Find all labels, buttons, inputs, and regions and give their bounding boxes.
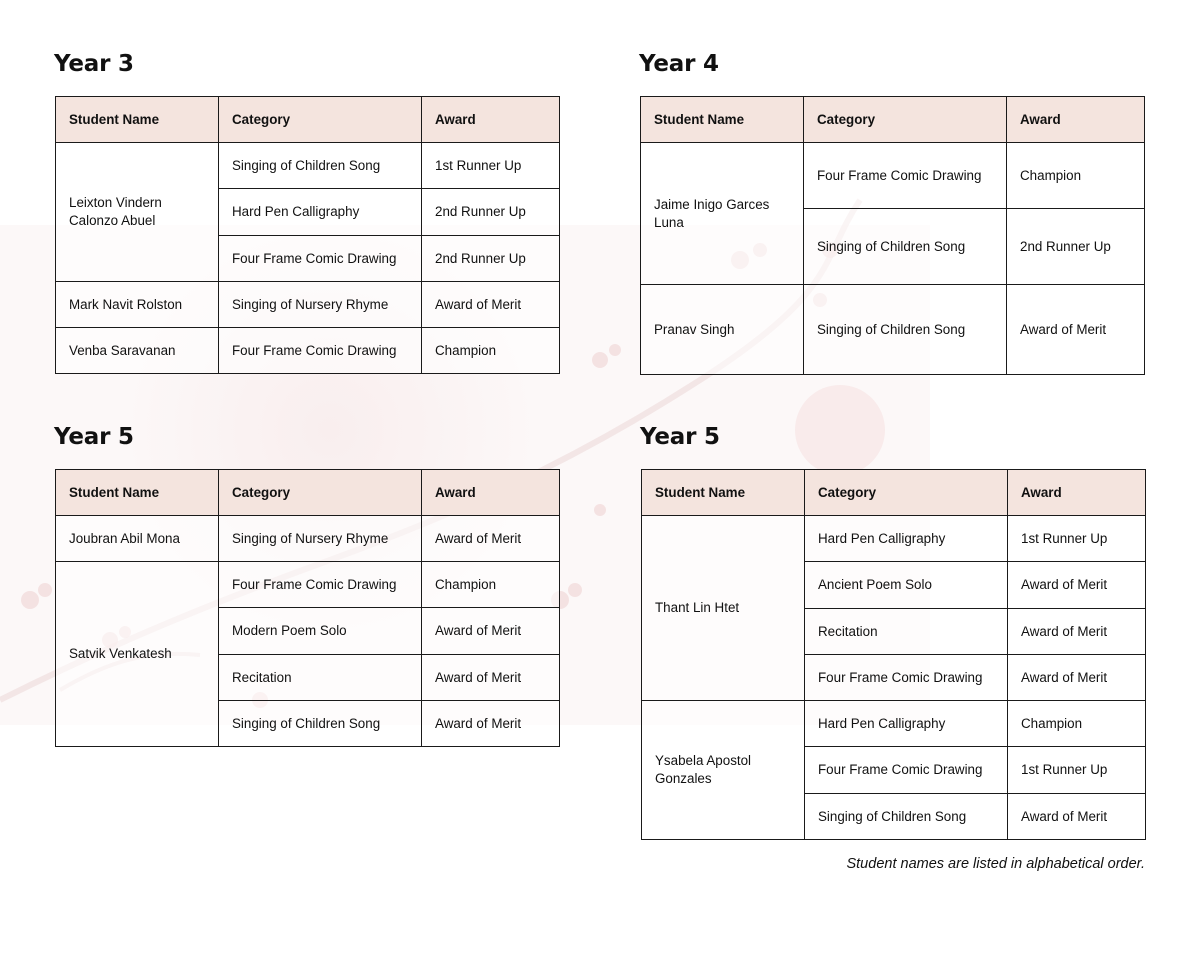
header-category: Category — [219, 470, 422, 516]
award-cell: Award of Merit — [422, 608, 560, 655]
award-cell: Award of Merit — [422, 282, 560, 328]
table-row — [641, 143, 1145, 209]
category-cell: Four Frame Comic Drawing — [219, 562, 422, 608]
category-cell: Hard Pen Calligraphy — [805, 516, 1008, 562]
student-name-cell: Ysabela Apostol Gonzales — [642, 701, 805, 840]
awards-table — [641, 469, 1146, 840]
table-row — [56, 516, 560, 562]
table-header-row — [642, 470, 1146, 516]
category-cell: Hard Pen Calligraphy — [219, 189, 422, 236]
year-5-section-right — [640, 424, 1108, 824]
table-row — [56, 562, 560, 608]
student-name-cell: Joubran Abil Mona — [56, 516, 219, 562]
awards-table — [55, 96, 560, 374]
table-row — [642, 516, 1146, 562]
award-cell: Award of Merit — [422, 655, 560, 701]
table-header-row — [641, 97, 1145, 143]
header-award: Award — [422, 97, 560, 143]
footnote: Student names are listed in alphabetical order. — [846, 856, 1145, 872]
student-name-cell: Jaime Inigo Garces Luna — [641, 143, 804, 285]
year-4-section — [639, 51, 1111, 337]
header-category: Category — [805, 470, 1008, 516]
award-cell: Award of Merit — [1007, 285, 1145, 375]
award-cell: Award of Merit — [1008, 794, 1146, 840]
header-award: Award — [1008, 470, 1146, 516]
award-cell: Champion — [1008, 701, 1146, 747]
category-cell: Ancient Poem Solo — [805, 562, 1008, 609]
award-cell: 1st Runner Up — [422, 143, 560, 189]
header-student-name: Student Name — [56, 470, 219, 516]
section-title: Year 3 — [54, 51, 134, 77]
category-cell: Hard Pen Calligraphy — [805, 701, 1008, 747]
student-name-cell: Thant Lin Htet — [642, 516, 805, 701]
award-cell: Award of Merit — [1008, 655, 1146, 701]
table-row — [56, 328, 560, 374]
award-cell: 2nd Runner Up — [1007, 209, 1145, 285]
header-student-name: Student Name — [642, 470, 805, 516]
category-cell: Recitation — [219, 655, 422, 701]
category-cell: Four Frame Comic Drawing — [219, 328, 422, 374]
award-cell: Award of Merit — [1008, 609, 1146, 655]
table-row — [56, 143, 560, 189]
awards-table — [55, 469, 560, 747]
section-title: Year 5 — [640, 424, 720, 450]
header-award: Award — [422, 470, 560, 516]
section-title: Year 4 — [639, 51, 719, 77]
award-cell: 1st Runner Up — [1008, 747, 1146, 794]
category-cell: Four Frame Comic Drawing — [805, 655, 1008, 701]
table-row — [642, 701, 1146, 747]
header-category: Category — [219, 97, 422, 143]
table-header-row — [56, 470, 560, 516]
award-cell: Award of Merit — [422, 516, 560, 562]
award-cell: 2nd Runner Up — [422, 236, 560, 282]
category-cell: Recitation — [805, 609, 1008, 655]
category-cell: Singing of Children Song — [805, 794, 1008, 840]
award-cell: 1st Runner Up — [1008, 516, 1146, 562]
table-header-row — [56, 97, 560, 143]
award-cell: Award of Merit — [1008, 562, 1146, 609]
year-5-section-left — [54, 424, 522, 731]
table-row — [56, 282, 560, 328]
student-name-cell: Satvik Venkatesh — [56, 562, 219, 747]
category-cell: Singing of Children Song — [804, 285, 1007, 375]
award-cell: Champion — [1007, 143, 1145, 209]
header-student-name: Student Name — [56, 97, 219, 143]
award-cell: Champion — [422, 562, 560, 608]
category-cell: Modern Poem Solo — [219, 608, 422, 655]
student-name-cell: Mark Navit Rolston — [56, 282, 219, 328]
student-name-cell: Pranav Singh — [641, 285, 804, 375]
category-cell: Singing of Children Song — [804, 209, 1007, 285]
award-cell: Award of Merit — [422, 701, 560, 747]
category-cell: Four Frame Comic Drawing — [219, 236, 422, 282]
header-student-name: Student Name — [641, 97, 804, 143]
student-name-cell: Leixton Vindern Calonzo Abuel — [56, 143, 219, 282]
year-3-section — [54, 51, 526, 358]
category-cell: Singing of Children Song — [219, 143, 422, 189]
award-cell: Champion — [422, 328, 560, 374]
category-cell: Singing of Nursery Rhyme — [219, 516, 422, 562]
category-cell: Four Frame Comic Drawing — [804, 143, 1007, 209]
awards-table — [640, 96, 1145, 375]
category-cell: Singing of Nursery Rhyme — [219, 282, 422, 328]
student-name-cell: Venba Saravanan — [56, 328, 219, 374]
category-cell: Four Frame Comic Drawing — [805, 747, 1008, 794]
category-cell: Singing of Children Song — [219, 701, 422, 747]
header-award: Award — [1007, 97, 1145, 143]
award-cell: 2nd Runner Up — [422, 189, 560, 236]
table-row — [641, 285, 1145, 375]
section-title: Year 5 — [54, 424, 134, 450]
header-category: Category — [804, 97, 1007, 143]
